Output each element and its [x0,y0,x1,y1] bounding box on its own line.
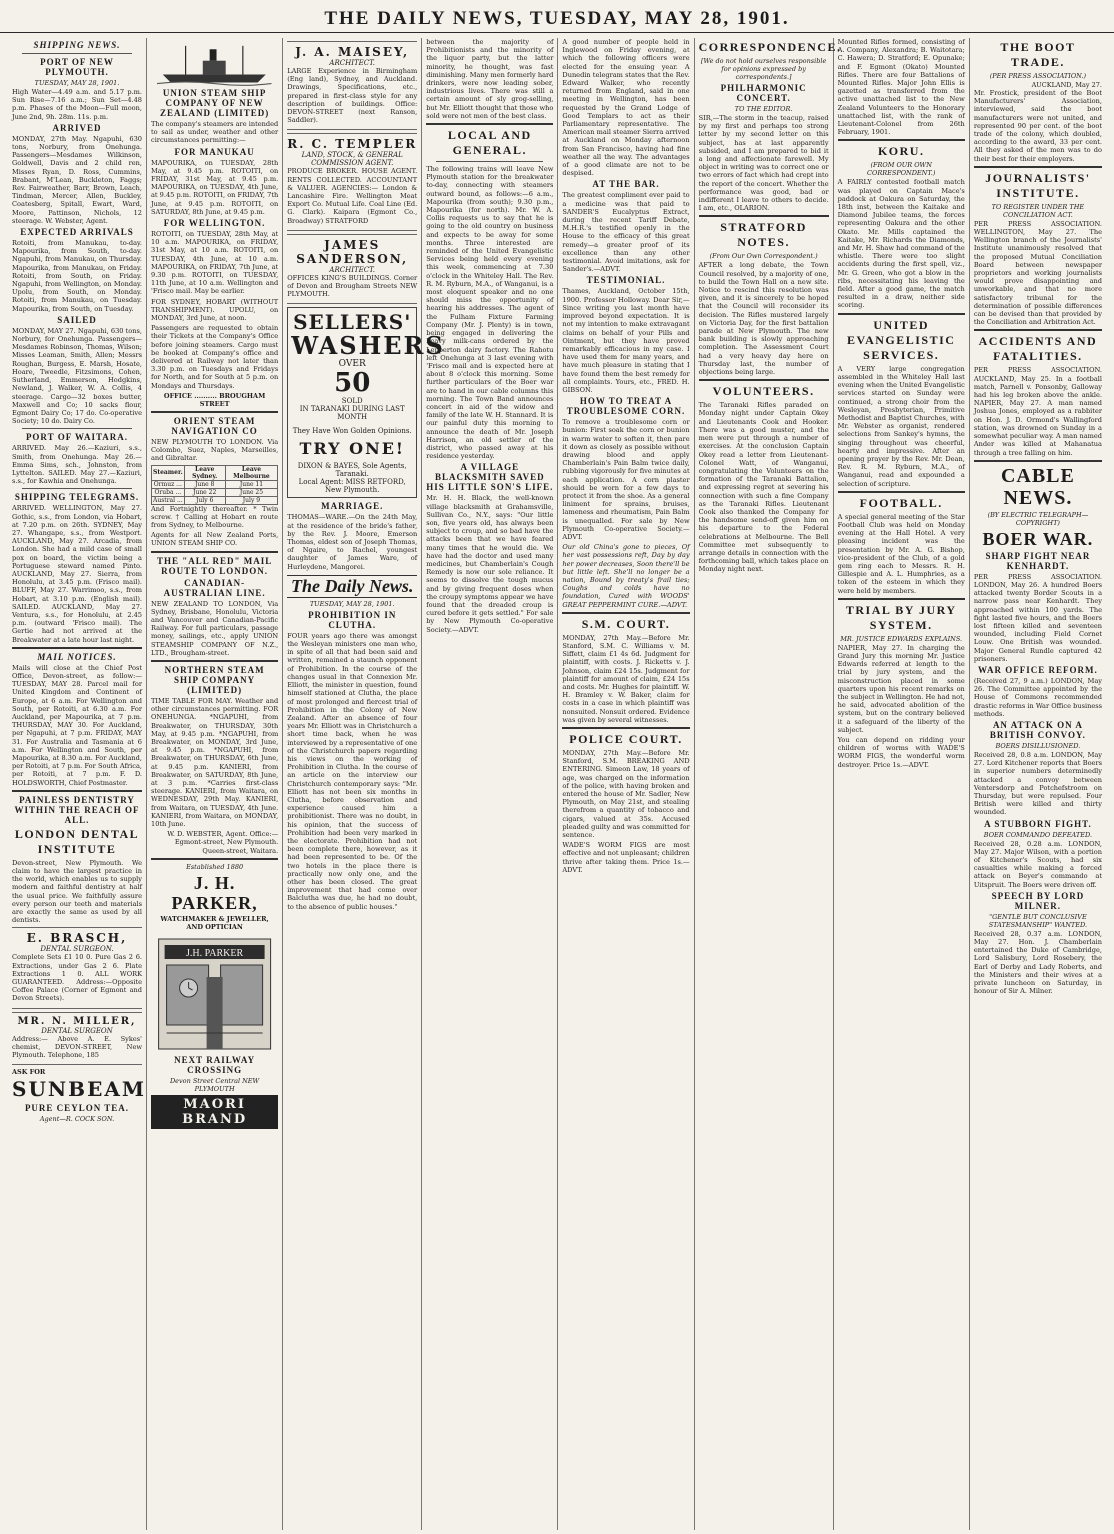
templer-ad [287,133,417,230]
dentistry-text: Devon-street, New Plymouth. We claim to have the largest practice in the world, which enables us to supply modern and faithful dentistry at half the usual price. We faithfully assure every person our teeth and materials are exactly the same as used by all dentists. [12,858,142,925]
table-row [152,480,278,488]
northern-text: TIME TABLE FOR MAY. Weather and other circumstances permitting. FOR ONEHUNGA. *NGAPUHI, from Breakwater, on THURSDAY, 30th May, at 9.45 p.m. *NGAPUHI, from Breakwater, on MONDAY, 3rd June, at 9.45 p.m. *NGAPUHI, from Breakwater, on THURSDAY, 6th June, at 9.45 p.m. KANIERI, from Breakwater, on SATURDAY, 8th June, at 3 p.m. *Carries first-class steerage. KANIERI, from Waitara, on WEDNESDAY, 29th May. KANIERI, from Waitara, on TUESDAY, 4th June. KANIERI, from Waitara, on MONDAY, 10th June. [151,696,279,828]
shop-sign: J.H. PARKER [186,947,244,959]
poem-text: Our old China's gone to pieces, Of her vast possessions reft, Day by day her power decreases, Soon there'll be but little left. She'll no longer be a nation, Bound by treaty's frail ties; Coughs and colds have no foundation, Cured with WOODS' GREAT PEPPERMINT CURE.—ADVT. [562,543,690,609]
divider [12,790,142,792]
columns [8,38,1106,1530]
football-heading: FOOTBALL. [859,495,943,510]
maisey-role: ARCHITECT. [329,59,375,67]
parker-location: NEXT RAILWAY CROSSING [174,1054,256,1075]
stratford-heading: STRATFORD NOTES. [720,220,807,250]
maori-brand-banner: MAORI BRAND [151,1095,278,1129]
editor-line: TO THE EDITOR. [734,105,793,113]
milner-heading: SPEECH BY LORD MILNER. [991,890,1085,911]
divider [838,491,965,493]
stratford-sub: (From Our Own Correspondent.) [709,252,818,261]
continued-text: between the majority of Prohibitionists and the minority of the liquor party, but the latter minority, he thought, was fast diminishing. Many men formerly hard drinkers, were now leading sober, industrious lives. There was still a certain amount of sly grog-selling, but Mr. Elliott thought that those who sold were not men of the best class. [426,38,554,120]
sanderson-text: OFFICES KING'S BUILDINGS. Corner of Devon and Brougham Streets NEW PLYMOUTH. [287,273,418,299]
volunteers-heading: VOLUNTEERS. [712,384,815,399]
worm-text: You can depend on ridding your children of worms with WADE'S WORM FIGS, the wonderful worm destroyer. Price 1s.—ADVT. [837,736,965,769]
village-text: Mr. H. H. Black, the well-known village blacksmith at Grahamsville, Sullivan Co., N.Y., says: "Our little son, five years old, has always been subject to croup, and so bad have the attacks been that we have feared many times that he would die. We have had the doctor and used many medicines, but Chamberlain's Cough Remedy is now our sole reliance. It seems to dissolve the tough mucus and by giving frequent doses when the croupy symptoms appear we have found that the dreaded croup is cured before it gets settled." For sale by New Plymouth Co-operative Society.—ADVT. [426,494,554,634]
correspondence-heading: CORRESPONDENCE. [698,40,842,54]
reform-text: (Received 27, 9 a.m.) LONDON, May 26. The Committee appointed by the House of Commons recommended drastic reforms in War Office business methods. [973,676,1102,718]
divider [838,313,965,315]
table-header: Leave Sydney. [184,465,225,480]
usco-notice: Passengers are requested to obtain their Tickets at the Company's Office before joining steamers. Cargo must be booked at Company's office and delivered at Railway not later than 3.30 p.m. on Tuesdays and Fridays for North, and for South at 5 p.m. on Mondays and Thursdays. [151,324,279,390]
paper-name: The Daily News. [287,575,417,598]
allred-heading: THE "ALL RED" MAIL ROUTE TO LONDON. [156,555,273,576]
orient-note: And Fortnightly thereafter. * Twin screw. † Calling at Hobart en route from Sydney, to Melbourne. [151,504,279,529]
miller-ad [12,1012,142,1066]
table-cell: June 22 [184,488,225,496]
divider [974,460,1102,462]
sailed-heading: SAILED [57,314,97,325]
sm-court-heading: S.M. COURT. [581,616,671,631]
divider [151,660,278,662]
miller-text: Address:— Above A. E. Sykes' chemist, DEVON-STREET, New Plymouth. Telephone, 185 [12,1034,142,1060]
miller-name: MR. N. MILLER, [17,1015,137,1027]
stubborn-heading: A STUBBORN FIGHT. [984,818,1092,829]
koru-text: A FAIRLY contested football match was played on Captain Mace's paddock at Oakura on Saturday, the 18th inst, between the Kaitake and Diamond Jubilee teams, the forces representing Oakura and the other Okato. Mr. Mills captained the Kaitake, Mr. Richards the Diamonds, and Mr. H. Shaw had command of the whistle. There were too slight accidents during the first spell, viz., Mr. G. Green, who got a blow in the ribs, necessitating his leaving the field. After a good game, the match resulted in a draw, neither side scoring. [837,178,965,310]
stratford-text: AFTER a long debate, the Town Council resolved, by a majority of one, to build the Town Hall on a new site. Notice to rescind this resolution was given, and it is sincerely to be hoped that the Council will reconsider its decision. The Rifles mustered largely on Victoria Day, for the first battalion parade at New Plymouth. The new bank building is slowly approaching completion. The Assessment Court had a very heavy day here on Thursday last, the number of objections being large. [698,261,829,377]
maisey-text: LARGE Experience in Birmingham (Eng land), Sydney, and Auckland. Drawings, Specifications, etc., prepared in first-class style for any description of buildings. Office: DEVON-STREET (next Ranson, Saddler). [287,67,418,125]
arrived-heading: ARRIVED [52,122,102,133]
canadian-heading: CANADIAN-AUSTRALIAN LINE. [163,577,266,598]
column-1 [8,38,147,1530]
boer-heading: BOER WAR. [982,528,1094,549]
volunteers-text: The Taranaki Rifles paraded on Monday night under Captain Okey and Lieutenants Cook and Hooker. There was a good muster, and the men were put through a number of exercises. At the conclusion Captain Okey read a letter from Lieutenant-Colonel Watt, of Wanganui, congratulating the Volunteers on the formation of the Taranaki Battalion, and expressing regret at severing his connection with such a fine Company as the Taranaki Rifles. Lieutenant Cook also thanked the Company for the handsome send-off given him on his departure to the Federal celebrations at Melbourne. The Bell Committee met subsequently to arrange details in connection with the forthcoming ball, which takes place on Monday night next. [698,401,829,574]
parker-role: WATCHMAKER & JEWELLER, AND OPTICIAN [160,914,269,931]
bar-heading: AT THE BAR. [592,179,660,190]
paper-date: TUESDAY, MAY 28, 1901. [309,599,395,608]
steamship-illustration [157,40,271,86]
testimonial-text: Thames, Auckland, October 15th, 1900. Professor Holloway. Dear Sir,—Since writing you last month have improved beyond expectation. It is not my intention to make extravagant claims on behalf of your Pills and Ointment, but they have proved remarkably efficacious in my case. I have used them for many years, and have much pleasure in stating that I have found them the best remedy for all complaints. Yours, etc., FRED. H. GIBSON. [562,287,690,394]
jury-sub: MR. JUSTICE EDWARDS EXPLAINS. [840,634,963,643]
sanderson-role: ARCHITECT. [329,265,375,274]
accidents-text: PER PRESS ASSOCIATION. AUCKLAND, May 25. In a football match, Parnell v. Ponsonby, Galloway had his leg broken above the ankle. NAPIER, May 27. A man named Joshua Jones, employed as a rabbiter on Hon. J. D. Ormond's Wallingford station, was drowned on Sunday in a somewhat peculiar way. A man named Ander was killed at Mahanatua through a tree falling on him. [973,366,1102,457]
koru-heading: KORU. [877,144,925,159]
milner-text: Received 28, 0.37 a.m. LONDON, May 27. Hon. J. Chamberlain entertained the Duke of Cambridge, Lord Salisbury, Lord Rosebery, the Earl of Derby and Lady Roberts, and the Ministers and their wives at a private luncheon on Saturday, in honour of Sir A. Milner. [973,929,1102,996]
police-court-heading: POLICE COURT. [569,732,683,747]
divider [426,123,553,125]
column-5 [558,38,694,1530]
correspondence-note: [We do not hold ourselves responsible for opinions expressed by correspondents.] [700,57,827,81]
masthead-title: THE DAILY NEWS, TUESDAY, MAY 28, 1901. [324,8,790,29]
cable-sub: (BY ELECTRIC TELEGRAPH—COPYRIGHT) [987,510,1089,527]
dentistry-title: LONDON DENTAL INSTITUTE [14,826,140,856]
table-cell: Austral ... [153,496,183,504]
dentistry-heading: PAINLESS DENTISTRY WITHIN THE REACH OF ALL. [14,794,140,825]
boot-dateline: AUCKLAND, May 27. [1031,81,1102,89]
arrived-text: MONDAY, 27th May. Ngapuhi, 630 tons, Norbury, from Onehunga. Passengers—Mesdames Wilkinson, Goldwell, Davis and 2 child ren, Misses Ryan, D. Ross, Cummins, Brabant, M'Lean, Buckleton, Faggs; Rev. Fairweather, Barr, Brown, Leach, Tindman, Mercer, Allen, Buckley, Coatesberg, Spitall, Ewart, Ward, Moore, Pattinson, Nichols, 12 steerage. W. Webster, Agent. [12,134,142,225]
maisey-name: J. A. MAISEY, [295,45,410,59]
sellers-opinion: They Have Won Golden Opinions. [292,427,412,436]
stubborn-text: Received 28, 0.28 a.m. LONDON, May 27. Major Wilson, with a portion of Kitchener's Scouts, had six casualties while making a forced attack on Beyer's commando at Uitspruit. The Boers were driven off. [973,839,1102,889]
reform-heading: WAR OFFICE REFORM. [978,664,1098,675]
templer-role: LAND, STOCK, & GENERAL COMMISSION AGENT. [301,151,403,168]
tea-agent: Agent—R. COCK SON. [39,1115,115,1124]
corns-text: To remove a troublesome corn or bunion: First soak the corn or bunion in warm water to soften it, then pare it down as closely as possible without drawing blood and apply Chamberlain's Pain Balm twice daily, rubbing vigorously for five minutes at each application. A corn plaster should be worn for a few days to protect it from the shoe. As a general liniment for sprains, bruises, lameness and rheumatism, Pain Balm is unequalled. For sale by New Plymouth Co-operative Society.—ADVT. [562,418,690,541]
continued-text: A good number of people held in Inglewood on Friday evening, at which the following officers were elected for the ensuing year. A Dunedin telegram states that the Rev. Edward Walker, who recently returned from England, said in one meeting in Wellington, has been requested by the Grand Lodge of Good Templars to act as their Parliamentary representative. The American mail steamer Sierra arrived at Auckland on Monday afternoon from San Francisco, having had fine weather all the way. The advantages of a good climate are not to be despised. [562,38,690,178]
sailed-text: MONDAY, MAY 27. Ngapuhi, 630 tons, Norbury, for Onehunga. Passengers—Mesdames Robinson, Thomas, Wilson; Misses Leaman, Smith, Allen; Messrs Roughan, Burgess, E. Marsh, Hosate, Hoare, Tweedle, Fitzsimons, Cohen, Sutherland, Emmerson, Hodgkins, Newland, J. Walker, W. A. Collis, 4 steerage. Cargo—32 boxes butter, Maxwell and Co; 10 sacks flour, Egmont Dairy Co; 17 do. Co-operative Society; 10 do. Dairy Co. [12,326,142,426]
convoy-text: Received 28, 0.8 a.m. LONDON, May 27. Lord Kitchener reports that Boers in superior numbers determinedly attacked a convoy between Ventersdorp and Potchefstroom on Thursday, but were repulsed. Four British were killed and thirty wounded. [973,750,1102,817]
divider [12,647,142,649]
table-header-row [152,465,278,480]
telegrams-text: ARRIVED. WELLINGTON, May 27. Gothic, s.s., from London, via Hobart, at 7.20 p.m. on 26th. SYDNEY, May 27. Whangape, s.s., from Westport. AUCKLAND, May 27. Arcadia, from London. She had a mild case of small pox on board, the victim being a Portuguese steward named Pinto. AUCKLAND, May 27. Sierra, from Honolulu, at 3.45 p.m. (Frisco mail). BLUFF, May 27. Warrimoo, s.s., from Hobart, at 3.10 p.m. (English mail). SAILED. AUCKLAND, May 27. Ventura, s.s., for Honolulu, at 2.45 p.m. (outward 'Frisco mail). The Gertie had not arrived at the Breakwater at a late hour last night. [12,504,142,644]
continued-text: Mounted Rifles formed, consisting of A. Company, Alexandra; B. Waitotara; C. Hawera; D. Stratford; E. Opunake; and F. Egmont (Okato) Mounted Rifles. There are four Battalions of Mounted Rifles. Major John Ellis is gazetted as transferred from the active unattached list to the New Zealand Volunteers to the Honorary unattached list, with the rank of Lieutenant-Colonel from 26th February, 1901. [837,38,965,137]
journalists-sub: TO REGISTER UNDER THE CONCILIATION ACT. [991,202,1085,219]
shopfront-illustration [151,933,278,1053]
marriage-heading: MARRIAGE. [321,501,384,512]
port-heading: PORT OF NEW PLYMOUTH. [40,57,114,77]
shipping-heading: SHIPPING NEWS. [33,40,121,50]
sellers-over: OVER [338,359,366,370]
bar-text: The greatest compliment ever paid to a medicine was that paid to SANDER'S Eucalyptus Extract, during the recent Tariff Debate, M.H.R.'s testified openly in the House to the efficacy of this great remedy—a greater proof of its excellence than any other testimonial. Avoid imitations, ask for Sander's.—ADVT. [562,191,690,274]
concert-heading: PHILHARMONIC CONCERT. [720,83,807,103]
table-cell: July 9 [225,496,278,504]
templer-text: PRODUCE BROKER. HOUSE AGENT. RENTS COLLECTED. ACCOUNTANT & VALUER. AGENCIES:— London & Lancashire Fire. Wellington Meat Export Co. Mutual Life. Coal Line (Ed. G. Clark). Kaipara (Egmont Co., Broadway) STRATFORD [287,167,418,225]
canadian-text: NEW ZEALAND TO LONDON, Via Sydney, Brisbane, Honolulu, Victoria and Vancouver and Canadian-Pacific Railway. For full particulars, passage money, sailings, etc., apply UNION STEAMSHIP COMPANY OF N.Z., LTD., Brougham-street. [151,599,279,657]
parker-name: J. H. PARKER, [171,872,258,913]
cable-heading: CABLE NEWS. [1000,464,1075,509]
table-cell: June 8 [184,480,225,488]
journalists-heading: JOURNALISTS' INSTITUTE. [985,170,1091,200]
divider [151,858,278,860]
divider [151,551,278,553]
boot-sub: (PER PRESS ASSOCIATION.) [989,72,1087,80]
divider [838,139,965,141]
jury-text: NAPIER, May 27. In charging the Grand Jury this morning Mr. Justice Edwards referred at length to the trial by jury system, and the misconstruction placed in some quarters upon his recent remarks on the subject in Wellington. He had not, he said, advocated abolition of the system, but on the contrary believed it a safeguard of the liberty of the subject. [837,643,965,734]
parker-address: Devon Street Central NEW PLYMOUTH [169,1076,260,1093]
table-cell: June 25 [225,488,278,496]
sm-court-text: MONDAY, 27th May.—Before Mr. Stanford, S.M. C. Williams v. M. Siffett, claim £1 4s 6d. Judgment for plaintiff, with costs. J. Ricketts v. J. Johnson, claim £24 15s. Judgment for plaintiff for amount of claim, £24 15s and costs. Mr. Hughes for plaintiff. W. H. Bramley v. W. Baker, claim for costs in a case in which plaintiff was nonsuited. Nonsuit ordered. Evidence was given by several witnesses. [562,633,690,724]
sellers-agents: DIXON & BAYES, Sole Agents, Taranaki. [297,462,407,479]
table-cell: June 11 [225,480,278,488]
divider [151,411,278,413]
boot-text: Mr. Frostick, president of the Boot Manufacturers' Association, interviewed, said the boot manufacturers were not united, and represented 90 per cent. of the boot trade of the colony, which doubled, according to the award, 33 per cent. All they asked of the men was to do their best for their employers. [973,89,1102,163]
divider [699,215,829,217]
orient-sub: NEW PLYMOUTH TO LONDON. Via Colombo, Suez, Naples, Marseilles, and Gibraltar. [151,437,279,463]
marriage-text: THOMAS—WARE.—On the 24th May, at the residence of the bride's father, by the Rev. J. Moore, Emerson Thomas, eldest son of Joseph Thomas, of Ngaire, to Rachel, youngest daughter of James Ware, of Hurleydene, Mangorei. [287,513,418,571]
divider [562,727,689,729]
tea-ad [12,1068,146,1124]
brasch-name: E. BRASCH, [26,931,128,946]
usco-text: The company's steamers are intended to sail as under, weather and other circumstances permitting:— [151,120,279,145]
sanderson-ad [287,234,417,305]
sellers-line1: SELLERS' [293,310,412,335]
date-line: TUESDAY, MAY 28, 1901. [34,79,120,87]
journalists-text: PER PRESS ASSOCIATION. WELLINGTON, May 27. The Wellington branch of the Journalists' Institute unanimously resolved that the proposed Mutual Conciliation Board between newspaper proprietors and working journalists would prove disappointing and unworkable, and that no more satisfactory tribunal for the determination of possible differences can be devised than that provided by the Conciliation and Arbitration Act. [973,219,1102,327]
brasch-role: DENTAL SURGEON. [40,945,114,954]
orient-heading: ORIENT STEAM NAVIGATION CO [171,415,258,436]
accidents-heading: ACCIDENTS AND FATALITIES. [978,334,1098,364]
sellers-number: 50 [334,368,371,399]
mail-heading: MAIL NOTICES. [37,651,117,662]
column-3 [283,38,445,1530]
local-text: The following trains will leave New Plymouth station for the breakwater to-day, connecting with steamers outward bound, as follows:—6 a.m., Mapourika (from south); 9.30 p.m., Mapourika (for north). Mr. W. A. Collis requests us to say that he is going to the old country on business and expects to be away for some months. Three interested are reminded of the United Evangelistic Services being held every evening this week, commencing at 7.30 o'clock in the Whiteley Hall. The Rev. R. M. Ryburn, M.A., of Wanganui, is a most eloquent speaker and no one should miss the opportunity of hearing his addresses. The agent of the Fulham Fixture Farming Company (Mr. J. Plenty) is in town, being engaged in delivering the heavy milk-cans ordered by the Lepperton dairy factory. The Rahotu left Onehunga at 3 last evening with 'Frisco mail and is expected here at about 8 o'clock this morning. Some further particulars of the Boer war are to hand in our cable columns this morning. The Town Band announces concert in aid of the widow and family of the late W. H. Stannard. It is our painful duty this morning to announce the death of Mr. Joseph Harrison, an old settler of the district, who passed away at his residence yesterday. [426,165,554,461]
sellers-sold: SOLD [341,397,363,406]
sellers-line2: WASHERS [291,331,445,361]
editorial-text: FOUR years ago there was amongst the Wesleyan ministers one man who, in spite of all that had been said and written, remained a staunch opponent of Prohibition. In the course of the changes usual in that Connexion Mr. Elliott, the minister in question, found himself stationed at Clutha, the place of most prolonged and fiercest trial of Prohibition in the Colony of New Zealand. After an absence of four years Mr. Elliott was in Christchurch a short time back, when he was interviewed by a representative of one of the Christchurch papers regarding his views on the working of Prohibition in Clutha. In the course of an article on the interview our Christchurch contemporary says: "Mr. Elliott has not been six months in Clutha, before observation and experience caused him a prohibitionist. There was no doubt, in his opinion, that the success of Prohibition had been very marked in the electorate. Prohibition had not been complete there, however, as it had been represented to be. Of the two hotels in the place there is practically now only one, and the other has been closed. The great improvement that had come over Balclutha was due, he had no doubt, to the absence of public houses." [287,631,418,911]
police-court-text: MONDAY, 27th May.—Before Mr. Stanford, S.M. BREAKING AND ENTERING. Simeon Law, 18 years of age, was charged on the information of the police, with having broken and entered the house of Mr. Sadler, New Plymouth, on May 21st, and stealing therefrom a quantity of tobacco and cigars, valued at 35s. Accused pleaded guilty and was committed for sentence. [562,749,690,840]
brasch-ad [12,927,142,1008]
table-cell: Oruba ... [152,488,185,496]
divider [562,612,689,614]
boot-heading: THE BOOT TRADE. [1000,40,1076,69]
football-text: A special general meeting of the Star Football Club was held on Monday evening at the Hall Hotel. A very pleasing incident was the presentation by Mr. A. G. Bishop, vice-president of the Club, of a gold gem ring each to Messrs. R. H. Gillespie and A. L. Humphries, as a token of the esteem in which they were held by members. [837,512,965,595]
table-cell: Ormuz ... [152,480,185,488]
divider [838,598,965,600]
table-cell: July 6 [184,496,225,504]
orient-schedule-table [151,465,278,505]
column-8 [970,38,1106,1530]
corns-heading: HOW TO TREAT A TROUBLESOME CORN. [566,396,686,417]
sellers-washers-ad [287,307,445,498]
sanderson-name: JAMES SANDERSON, [296,237,409,266]
wellington-heading: FOR WELLINGTON. [163,218,266,229]
tea-sub: PURE CEYLON TEA. [24,1103,130,1114]
sellers-try: TRY ONE! [299,439,405,459]
wellington-text: ROTOITI, on TUESDAY, 28th May, at 10 a.m. MAPOURIKA, on FRIDAY, 31st May, at 10 a.m. ROTOITI, on TUESDAY, 4th June, at 10 a.m. MAPOURIKA, on FRIDAY, 7th June, at 9.30 p.m. ROTOITI, on TUESDAY, 11th June, at 10 a.m. Wellington and 'Frisco mail. May be earlier. [151,230,279,296]
stubborn-sub: BOER COMMANDO DEFEATED. [983,830,1093,839]
column-4 [422,38,558,1530]
divider [974,166,1102,168]
tides-text: High Water—4.49 a.m. and 5.17 p.m. Sun Rise—7.16 a.m.; Sun Set—4.48 p.m. Phases of the Moon—Full moon, June 2nd, 9h. 28m. 11s. p.m. [12,88,142,121]
divider [22,53,132,54]
miller-role: DENTAL SURGEON [41,1026,113,1035]
expected-heading: EXPECTED ARRIVALS [20,227,134,238]
convoy-heading: AN ATTACK ON A BRITISH CONVOY. [989,719,1086,740]
templer-name: R. C. TEMPLER [287,137,418,152]
convoy-sub: BOERS DISILLUSIONED. [995,741,1081,750]
northern-heading: NORTHERN STEAM SHIP COMPANY (LIMITED) [164,664,265,695]
correspondence-text: SIR,—The storm in the teacup, raised by my first and perhaps too strong letter by my second letter on this subject, has at last apparently subsided, and I am prepared to bid it a long and affectionate farewell. My object in writing was to correct one or two errors of fact which had crept into the report of the concert. Whether the performance was good, bad or indifferent I leave to others to decide. I am, etc., OLARION. [698,114,829,213]
expected-text: Rotoiti, from Manukau, to-day. Mapourika, from South, to-day. Ngapuhi, from Manukau, on Thursday. Mapourika, from Manukau, on Friday. Rotoiti, from South, on Friday. Ngapuhi, from Wellington, on Monday. Upolu, from South, on Monday. Rotoiti, from Manukau, on Tuesday. Mapourika, from South, on Tuesday. [12,239,142,313]
parker-established: Established 1880 [186,862,244,871]
boer-sub: SHARP FIGHT NEAR KENHARDT. [985,550,1091,571]
uev-heading: UNITED EVANGELISTIC SERVICES. [846,317,956,362]
usco-heading: UNION STEAM SHIP COMPANY OF NEW ZEALAND (LIMITED) [159,88,270,118]
tea-ask: ASK FOR [12,1068,46,1077]
koru-sub: (FROM OUR OWN CORRESPONDENT.) [867,161,936,178]
maisey-ad [287,41,417,130]
divider [699,379,829,381]
orient-agents: Agents for all New Zealand Ports, UNION STEAM SHIP CO. [151,531,279,548]
column-7 [834,38,970,1530]
jury-heading: TRIAL BY JURY SYSTEM. [845,602,957,632]
local-heading: LOCAL AND GENERAL. [447,128,532,158]
milner-sub: "GENTLE BUT CONCLUSIVE STATESMANSHIP" WANTED. [988,912,1088,929]
tea-name: SUNBEAM [12,1077,146,1102]
divider [22,488,132,489]
waitara-text: ARRIVED. May 26.—Kaziuri, s.s., Smith, from Onehunga. May 26.—Emma Sims, sch., Johnston, from Lyttelton. SAILED. May 27.—Kaziuri, s.s., for Kawhia and Onehunga. [12,444,142,486]
telegrams-heading: SHIPPING TELEGRAMS. [14,492,140,503]
column-2 [147,38,283,1530]
editorial-heading: PROHIBITION IN CLUTHA. [308,609,397,630]
table-row [152,488,278,496]
mail-text: Mails will close at the Chief Post Office, Devon-street, as follow:— TUESDAY, MAY 28. Parcel mail for United Kingdom and Continent of Europe, at 6 a.m. For Wellington and South, per Rotoiti, at 6.30 a.m. For Auckland, per Mapourika, at 7 p.m. THURSDAY, MAY 30. For Auckland, per Ngapuhi, at 7 p.m. FRIDAY, MAY 31. For Australia and Tasmania at 6 a.m. For Wellington and South, per Mapourika, at 8.30 a.m. For Auckland, per Rotoiti, at 7 p.m. For South Africa, per Rotoiti, at 7 p.m. F. D. HOLDSWORTH, Chief Postmaster. [12,663,142,787]
manukau-text: MAPOURIKA, on TUESDAY, 28th May, at 9.45 p.m. ROTOITI, on FRIDAY, 31st May, at 9.45 p.m. MAPOURIKA, on TUESDAY, 4th June, at 9.45 p.m. ROTOITI, on FRIDAY, 7th June, at 9.45 p.m. ROTOITI, on SATURDAY, 8th June, at 9.45 p.m. [151,158,279,216]
table-header: Steamer. [152,465,185,480]
table-header: Leave Melbourne [225,465,278,480]
brasch-text: Complete Sets £1 10 0. Pure Gas 2 6. Extractions, under Gas 2 6. Plate Extractions 1 0. ALL WORK GUARANTEED. Address:—Opposite Coffee Palace (Corner of Egmont and Devon Streets). [12,953,142,1003]
boer-text: PER PRESS ASSOCIATION. LONDON, May 26. A hundred Boers attacked twenty Border Scouts in a narrow pass near Kenhardt. They approached within 100 yards. The fight lasted five hours, and the Boers lost fifteen killed and seventeen wounded, including Field Cornet Louw. One British was wounded. Major General Rundle captured 42 prisoners. [973,572,1102,663]
waitara-heading: PORT OF WAITARA. [25,432,129,443]
table-row [152,496,278,504]
sydney-text: FOR SYDNEY, HOBART (WITHOUT TRANSHIPMENT). UPOLU, on MONDAY, 3rd June, at noon. [151,297,279,323]
testimonial-heading: TESTIMONIAL. [586,275,666,286]
divider [436,161,543,162]
uev-text: A VERY large congregation assembled in the Whiteley Hall last evening when the United Evangelistic services started on Sunday were continued, a strong choir from the Wesleyan, Presbyterian, Primitive Methodist and Baptist Churches, with Mr. Webster as organist, rendered selections from Sankey's hymns, the singing throughout was cheerful, hearty and impressive. After an opening prayer by the Rev. Mr. Dean, Rev. R. M. Ryburn, M.A., of Wanganui, read and expounded a selection of scripture. [837,364,965,488]
column-6 [695,38,842,1530]
village-heading: A VILLAGE BLACKSMITH SAVED HIS LITTLE SON'S LIFE. [426,462,554,493]
sellers-in: IN TARANAKI DURING LAST MONTH [299,405,405,422]
worm-text: WADE'S WORM FIGS are most effective and not unpleasant; children thrive after taking them. Price 1s.—ADVT. [562,841,690,874]
usco-office: OFFICE .......... BROUGHAM STREET [163,391,266,408]
divider [974,329,1102,331]
masthead [0,6,1114,33]
northern-agent: W. D. WEBSTER, Agent. Office:—Egmont-street, New Plymouth. Queen-street, Waitara. [167,830,279,855]
sellers-local: Local Agent: MISS RETFORD, New Plymouth. [298,478,406,495]
divider [22,428,132,429]
manukau-heading: FOR MANUKAU [174,146,255,157]
